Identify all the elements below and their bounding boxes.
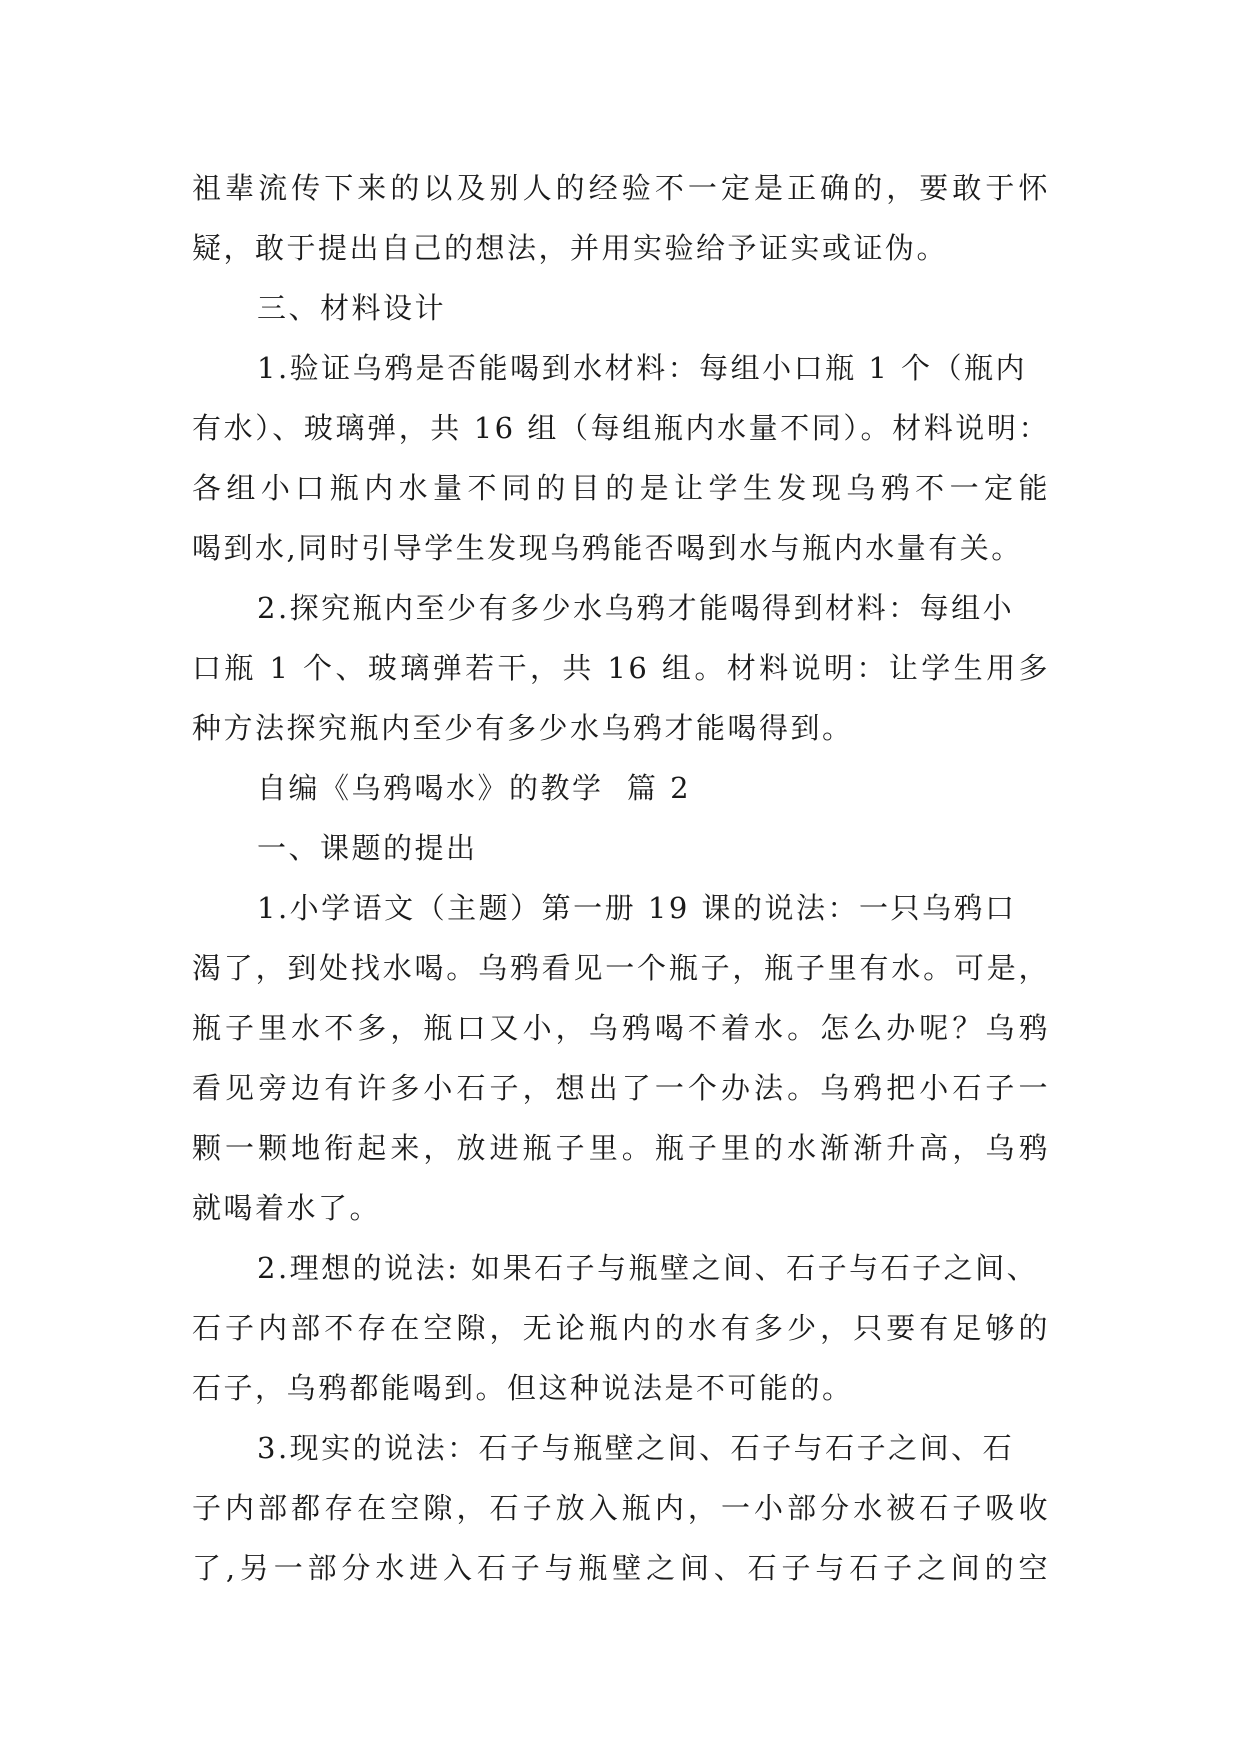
text-line: 石子，乌鸦都能喝到。但这种说法是不可能的。 xyxy=(192,1371,854,1405)
text-line: 喝到水,同时引导学生发现乌鸦能否喝到水与瓶内水量有关。 xyxy=(192,531,1023,565)
text-line: 颗一颗地衔起来，放进瓶子里。瓶子里的水渐渐升高，乌鸦 xyxy=(192,1131,1050,1165)
section-heading-materials xyxy=(192,278,1050,338)
paragraph-textbook-version xyxy=(192,878,1050,1238)
text-line: 渴了，到处找水喝。乌鸦看见一个瓶子，瓶子里有水。可是， xyxy=(192,951,1050,985)
paragraph-intro-continued xyxy=(192,158,1050,278)
text-line: 各组小口瓶内水量不同的目的是让学生发现乌鸦不一定能 xyxy=(192,471,1050,505)
text-line: 就喝着水了。 xyxy=(192,1191,382,1225)
text-line: 1.验证乌鸦是否能喝到水材料：每组小口瓶 1 个（瓶内 xyxy=(257,351,1028,385)
text-line: 3.现实的说法：石子与瓶壁之间、石子与石子之间、石 xyxy=(257,1431,1015,1465)
text-line: 子内部都存在空隙，石子放入瓶内，一小部分水被石子吸收 xyxy=(192,1491,1050,1525)
text-line: 1.小学语文（主题）第一册 19 课的说法：一只乌鸦口 xyxy=(257,891,1017,925)
section-heading-topic xyxy=(192,818,1050,878)
paragraph-material-2 xyxy=(192,578,1050,758)
text-line: 疑，敢于提出自己的想法，并用实验给予证实或证伪。 xyxy=(192,231,949,265)
text-line: 口瓶 1 个、玻璃弹若干，共 16 组。材料说明：让学生用多 xyxy=(192,651,1050,685)
paragraph-ideal-version xyxy=(192,1238,1050,1418)
text-line: 看见旁边有许多小石子，想出了一个办法。乌鸦把小石子一 xyxy=(192,1071,1050,1105)
paragraph-realistic-version xyxy=(192,1418,1050,1598)
document-body xyxy=(192,158,1050,1598)
text-line: 了,另一部分水进入石子与瓶壁之间、石子与石子之间的空 xyxy=(192,1551,1050,1585)
text-line: 石子内部不存在空隙，无论瓶内的水有多少，只要有足够的 xyxy=(192,1311,1050,1345)
text-line: 瓶子里水不多，瓶口又小，乌鸦喝不着水。怎么办呢？乌鸦 xyxy=(192,1011,1050,1045)
text-line: 有水）、玻璃弹，共 16 组（每组瓶内水量不同）。材料说明： xyxy=(192,411,1050,445)
text-line: 2.理想的说法: 如果石子与瓶壁之间、石子与石子之间、 xyxy=(257,1251,1039,1285)
text-line: 种方法探究瓶内至少有多少水乌鸦才能喝得到。 xyxy=(192,711,854,745)
title-line: 自编《乌鸦喝水》的教学 篇 2 xyxy=(257,771,692,805)
text-line: 2.探究瓶内至少有多少水乌鸦才能喝得到材料：每组小 xyxy=(257,591,1015,625)
heading-line: 三、材料设计 xyxy=(257,291,447,325)
paragraph-material-1 xyxy=(192,338,1050,578)
heading-line: 一、课题的提出 xyxy=(257,831,478,865)
article-title-part-2 xyxy=(192,758,1050,818)
text-line: 祖辈流传下来的以及别人的经验不一定是正确的，要敢于怀 xyxy=(192,171,1050,205)
